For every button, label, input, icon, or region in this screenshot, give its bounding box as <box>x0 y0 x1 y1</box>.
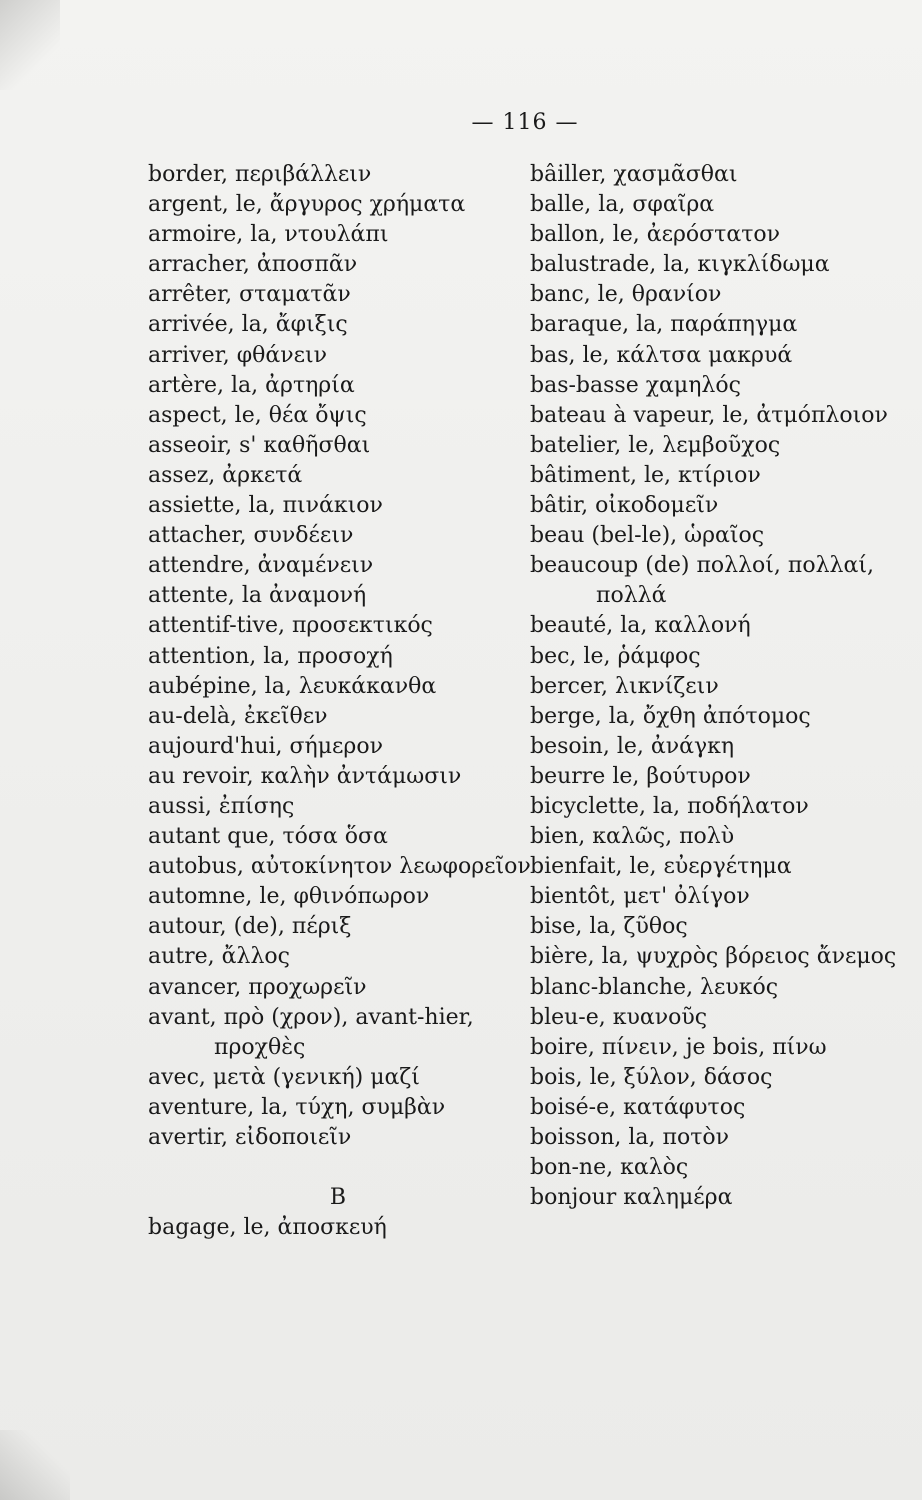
dictionary-entry: arrêter, σταματᾶν <box>148 282 351 308</box>
dictionary-entry: artère, la, ἀρτηρία <box>148 372 355 398</box>
dictionary-entry: attention, la, προσοχή <box>148 643 393 669</box>
dictionary-entry-continuation: προχθὲς <box>214 1034 306 1060</box>
dictionary-entry: automne, le, φθινόπωρον <box>148 884 430 910</box>
dictionary-entry: bas, le, κάλτσα μακρυά <box>530 342 793 368</box>
dictionary-entry: avertir, εἰδοποιεῖν <box>148 1125 352 1150</box>
right-column <box>530 160 896 1213</box>
dictionary-entry: bise, la, ζῦθος <box>530 914 688 940</box>
dictionary-entry: boire, πίνειν, je bois, πίνω <box>530 1034 827 1060</box>
dictionary-entry: armoire, la, ντουλάπι <box>148 222 389 248</box>
dictionary-entry: bas-basse χαμηλός <box>530 372 741 398</box>
dictionary-entry: au-delà, ἐκεῖθεν <box>148 703 328 729</box>
dictionary-entry: banc, le, θρανίον <box>530 282 722 308</box>
dictionary-entry: bâtir, οἰκοδομεῖν <box>530 493 719 519</box>
dictionary-entry: bientôt, μετ' ὀλίγον <box>530 884 750 910</box>
dictionary-entry: avec, μετὰ (γενική) μαζί <box>148 1064 420 1090</box>
page-number: — 116 — <box>471 110 579 135</box>
dictionary-entry: bâiller, χασμᾶσθαι <box>530 162 738 187</box>
dictionary-entry: bière, la, ψυχρὸς βόρειος ἄνεμος <box>530 944 897 970</box>
dictionary-entry: avant, πρὸ (χρον), avant-hier, <box>148 1004 474 1030</box>
dictionary-entry: avancer, προχωρεῖν <box>148 974 367 1000</box>
dictionary-entry: beaucoup (de) πολλοί, πολλαί, <box>530 553 874 579</box>
left-column <box>148 160 531 1243</box>
dictionary-entry: bois, le, ξύλον, δάσος <box>530 1064 773 1090</box>
dictionary-entry: autour, (de), πέριξ <box>148 914 352 940</box>
dictionary-entry: ballon, le, ἀερόστατον <box>530 222 780 248</box>
section-letter-heading: B <box>329 1185 347 1211</box>
dictionary-entry: beurre le, βούτυρον <box>530 763 751 789</box>
dictionary-entry: beauté, la, καλλονή <box>530 613 751 639</box>
dictionary-entry: balle, la, σφαῖρα <box>530 192 715 218</box>
dictionary-entry: bon-ne, καλὸς <box>530 1155 689 1181</box>
dictionary-entry: asseoir, s' καθῆσθαι <box>148 432 371 458</box>
dictionary-entry: blanc-blanche, λευκός <box>530 974 779 1000</box>
dictionary-entry: beau (bel-le), ὡραῖος <box>530 523 765 549</box>
dictionary-entry: besoin, le, ἀνάγκη <box>530 733 735 759</box>
dictionary-entry: attente, la ἀναμονή <box>148 583 367 609</box>
dictionary-entry: bercer, λικνίζειν <box>530 673 719 699</box>
dictionary-entry: bicyclette, la, ποδήλατον <box>530 793 809 819</box>
page-corner-shadow <box>0 1430 70 1500</box>
dictionary-entry: attendre, ἀναμένειν <box>148 553 374 579</box>
dictionary-entry: bateau à vapeur, le, ἀτμόπλοιον <box>530 402 888 428</box>
dictionary-entry: border, περιβάλλειν <box>148 162 372 187</box>
dictionary-entry: autant que, τόσα ὅσα <box>148 824 388 850</box>
dictionary-entry: bienfait, le, εὐεργέτημα <box>530 854 792 880</box>
dictionary-entry: bonjour καλημέρα <box>530 1185 733 1211</box>
dictionary-entry: balustrade, la, κιγκλίδωμα <box>530 252 830 278</box>
dictionary-entry: batelier, le, λεμβοῦχος <box>530 432 781 458</box>
dictionary-entry: aspect, le, θέα ὄψις <box>148 402 367 428</box>
dictionary-entry: boisé-e, κατάφυτος <box>530 1094 746 1120</box>
dictionary-entry: assiette, la, πινάκιον <box>148 493 383 519</box>
blank-line <box>148 1153 531 1183</box>
dictionary-entry: arriver, φθάνειν <box>148 342 327 368</box>
dictionary-entry: berge, la, ὄχθη ἀπότομος <box>530 703 811 729</box>
dictionary-entry: aujourd'hui, σήμερον <box>148 733 383 759</box>
dictionary-entry: attentif-tive, προσεκτικός <box>148 613 433 639</box>
dictionary-entry: baraque, la, παράπηγμα <box>530 312 798 338</box>
dictionary-entry: bâtiment, le, κτίριον <box>530 462 761 488</box>
dictionary-entry: argent, le, ἄργυρος χρήματα <box>148 192 466 218</box>
dictionary-entry: aussi, ἐπίσης <box>148 793 295 819</box>
dictionary-entry: arracher, ἀποσπᾶν <box>148 252 358 278</box>
dictionary-entry: au revoir, καλὴν ἀντάμωσιν <box>148 763 462 789</box>
dictionary-entry: bagage, le, ἀποσκευή <box>148 1215 387 1241</box>
dictionary-entry: boisson, la, ποτὸν <box>530 1125 729 1150</box>
dictionary-entry: autre, ἄλλος <box>148 944 290 970</box>
dictionary-entry: bleu-e, κυανοῦς <box>530 1004 708 1030</box>
dictionary-entry: aubépine, la, λευκάκανθα <box>148 673 437 699</box>
dictionary-entry: bien, καλῶς, πολὺ <box>530 824 735 850</box>
dictionary-entry: arrivée, la, ἄφιξις <box>148 312 348 338</box>
dictionary-entry: autobus, αὐτοκίνητον λεωφορεῖον <box>148 854 531 880</box>
dictionary-entry: attacher, συνδέειν <box>148 523 354 549</box>
dictionary-entry: aventure, la, τύχη, συμβὰν <box>148 1094 446 1120</box>
dictionary-entry: bec, le, ῥάμφος <box>530 643 701 669</box>
dictionary-entry: assez, ἀρκετά <box>148 462 303 488</box>
page-corner-shadow <box>0 0 60 90</box>
dictionary-entry-continuation: πολλά <box>596 583 667 609</box>
